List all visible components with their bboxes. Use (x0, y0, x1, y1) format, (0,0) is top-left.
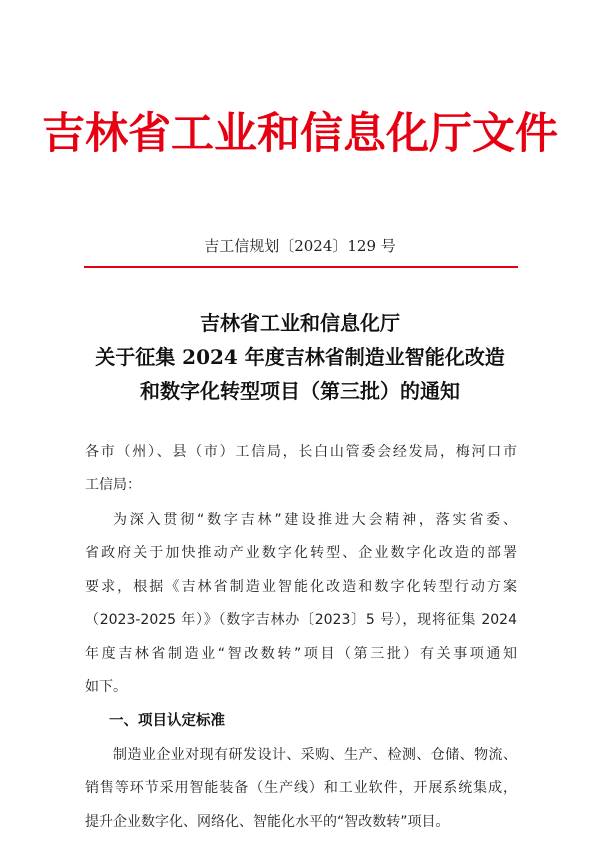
document-number: 吉工信规划〔2024〕129 号 (204, 237, 396, 255)
notice-title-line-2: 关于征集 2024 年度吉林省制造业智能化改造 (95, 345, 505, 369)
intro-line-3: 要求，根据《吉林省制造业智能化改造和数字化转型行动方案 (85, 579, 517, 595)
intro-line-1: 为深入贯彻“数字吉林”建设推进大会精神，落实省委、 (113, 512, 517, 528)
intro-line-4: （2023-2025 年）》（数字吉林办〔2023〕5 号），现将征集 2024 (85, 612, 517, 628)
section-line-1: 制造业企业对现有研发设计、采购、生产、检测、仓储、物流、 (113, 747, 517, 763)
document-header-title: 吉林省工业和信息化厅文件 (42, 109, 558, 159)
section-line-2: 销售等环节采用智能装备（生产线）和工业软件，开展系统集成， (85, 780, 517, 796)
notice-title-line-1: 吉林省工业和信息化厅 (200, 311, 400, 335)
intro-line-6: 如下。 (85, 679, 127, 695)
section-line-3: 提升企业数字化、网络化、智能化水平的“智改数转”项目。 (85, 814, 450, 830)
section-heading: 一、项目认定标准 (109, 713, 225, 729)
salutation-line-1: 各市（州）、县（市）工信局，长白山管委会经发局，梅河口市 (85, 444, 517, 460)
header-divider (84, 266, 518, 268)
intro-line-2: 省政府关于加快推动产业数字化转型、企业数字化改造的部署 (85, 545, 517, 561)
notice-title-line-3: 和数字化转型项目（第三批）的通知 (140, 379, 460, 403)
intro-line-5: 年度吉林省制造业“智改数转”项目（第三批）有关事项通知 (85, 646, 517, 662)
salutation-line-2: 工信局： (85, 477, 141, 493)
